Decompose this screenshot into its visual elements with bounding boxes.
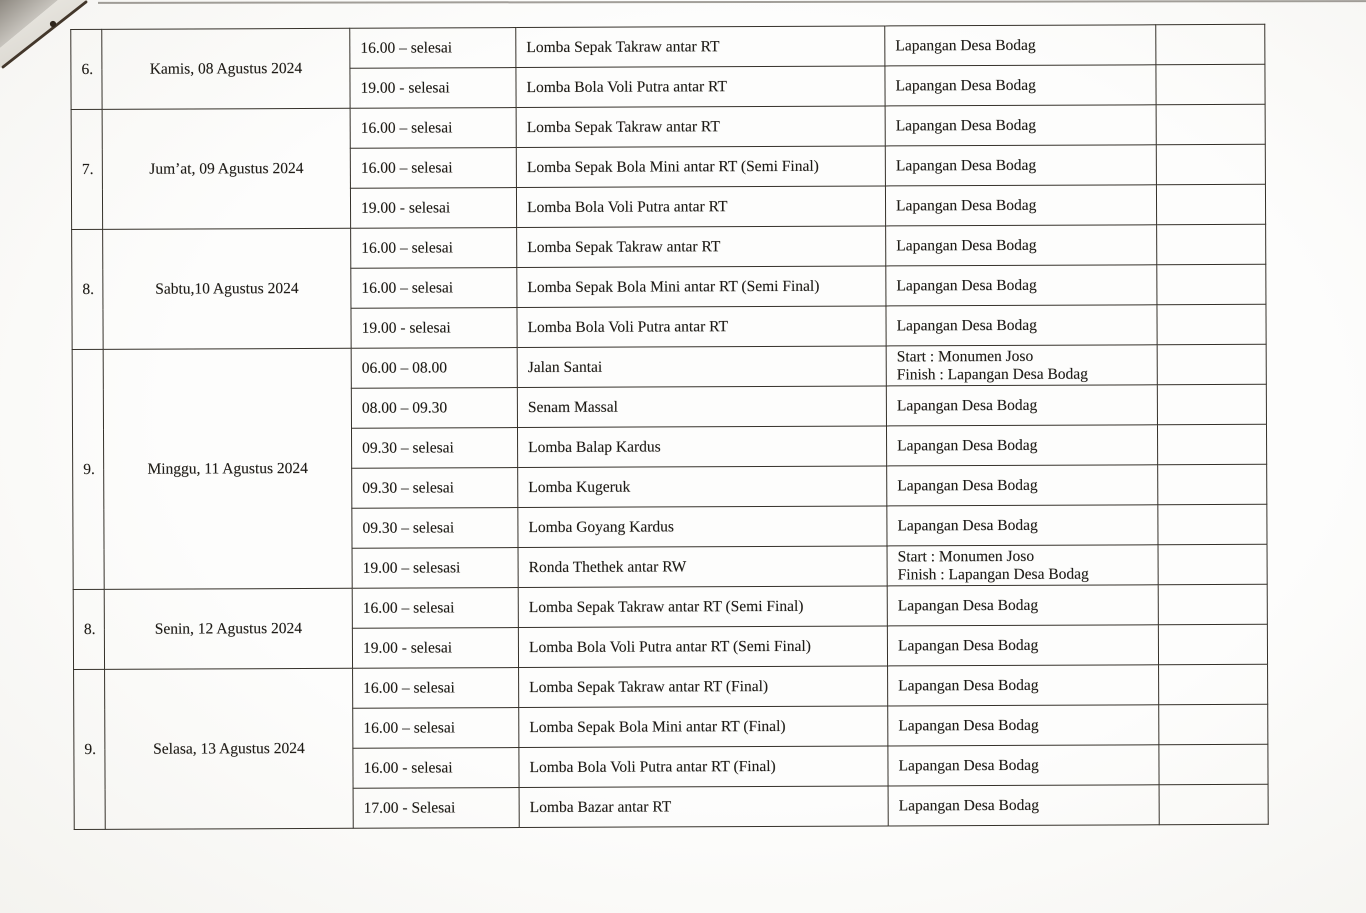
table-row: [72, 344, 1266, 389]
activity-cell: Lomba Sepak Takraw antar RT: [516, 26, 885, 68]
location-cell: [887, 465, 1158, 506]
activity-cell: Ronda Thethek antar RW: [518, 546, 887, 588]
activity-cell: Jalan Santai: [517, 346, 886, 388]
row-number-cell: 7.: [71, 109, 103, 229]
note-cell-empty: [1157, 384, 1266, 424]
location-line: Lapangan Desa Bodag: [895, 76, 1036, 95]
time-cell: 09.30 – selesai: [352, 508, 518, 549]
activity-cell: Lomba Bola Voli Putra antar RT (Semi Final): [518, 626, 887, 668]
location-line: Lapangan Desa Bodag: [897, 516, 1038, 535]
activity-cell: Lomba Sepak Bola Mini antar RT (Final): [519, 706, 888, 748]
location-line: Lapangan Desa Bodag: [896, 236, 1037, 255]
date-cell: Jum’at, 09 Agustus 2024: [102, 108, 351, 229]
location-cell: [886, 265, 1157, 306]
location-line: Lapangan Desa Bodag: [897, 476, 1038, 495]
row-number-cell: 8.: [73, 589, 104, 669]
activity-cell: Lomba Bola Voli Putra antar RT (Final): [519, 746, 888, 788]
time-cell: 16.00 – selesai: [350, 148, 516, 189]
activity-cell: Lomba Bazar antar RT: [519, 786, 888, 828]
note-cell-empty: [1158, 624, 1267, 664]
note-cell-empty: [1156, 24, 1265, 64]
note-cell-empty: [1157, 424, 1266, 464]
note-cell-empty: [1157, 224, 1266, 264]
time-cell: 17.00 - Selesai: [353, 788, 519, 829]
note-cell-empty: [1156, 104, 1265, 144]
note-cell-empty: [1157, 264, 1266, 304]
activity-cell: Lomba Bola Voli Putra antar RT: [517, 306, 886, 348]
time-cell: 19.00 - selesai: [350, 68, 516, 109]
location-cell: [888, 665, 1159, 706]
activity-cell: Lomba Goyang Kardus: [518, 506, 887, 548]
time-cell: 16.00 – selesai: [351, 228, 517, 269]
location-cell: [886, 305, 1157, 346]
location-line: Lapangan Desa Bodag: [897, 436, 1038, 455]
note-cell-empty: [1159, 744, 1268, 784]
scanned-page-table-area: [70, 24, 1268, 830]
location-line: Finish : Lapangan Desa Bodag: [896, 365, 1088, 383]
table-row: [72, 224, 1266, 269]
location-cell: [885, 185, 1156, 226]
location-line: Lapangan Desa Bodag: [898, 796, 1039, 815]
activity-cell: Lomba Sepak Takraw antar RT: [516, 106, 885, 148]
row-number-cell: 9.: [74, 669, 106, 829]
location-line: Finish : Lapangan Desa Bodag: [897, 565, 1089, 583]
note-cell-empty: [1159, 784, 1268, 824]
time-cell: 09.30 – selesai: [351, 428, 517, 469]
time-cell: 06.00 – 08.00: [351, 348, 517, 389]
time-cell: 19.00 – selesasi: [352, 548, 518, 589]
location-line: Lapangan Desa Bodag: [896, 316, 1037, 335]
date-cell: Minggu, 11 Agustus 2024: [103, 348, 352, 589]
date-cell: Senin, 12 Agustus 2024: [104, 588, 352, 669]
location-cell: [888, 745, 1159, 786]
activity-cell: Lomba Balap Kardus: [517, 426, 886, 468]
activity-cell: Lomba Kugeruk: [518, 466, 887, 508]
location-cell: [885, 145, 1156, 186]
note-cell-empty: [1157, 304, 1266, 344]
activity-cell: Lomba Sepak Bola Mini antar RT (Semi Final): [517, 266, 886, 308]
time-cell: 19.00 - selesai: [351, 308, 517, 349]
schedule-body: [71, 24, 1268, 829]
table-row: [74, 664, 1268, 709]
location-line: Lapangan Desa Bodag: [898, 716, 1039, 735]
location-line: Lapangan Desa Bodag: [897, 636, 1039, 655]
location-line: Lapangan Desa Bodag: [895, 156, 1037, 175]
location-line: Lapangan Desa Bodag: [895, 116, 1037, 135]
activity-cell: Lomba Bola Voli Putra antar RT: [516, 186, 885, 228]
time-cell: 08.00 – 09.30: [351, 388, 517, 429]
activity-cell: Lomba Sepak Takraw antar RT (Semi Final): [518, 586, 887, 628]
location-cell: [887, 505, 1158, 546]
activity-cell: Senam Massal: [517, 386, 886, 428]
location-cell: [887, 585, 1158, 626]
time-cell: 09.30 – selesai: [352, 468, 518, 509]
activity-cell: Lomba Sepak Bola Mini antar RT (Semi Final): [516, 146, 885, 188]
time-cell: 16.00 – selesai: [350, 28, 516, 69]
row-number-cell: 9.: [72, 349, 104, 589]
location-line: Start : Monumen Joso: [897, 547, 1035, 566]
time-cell: 16.00 – selesai: [353, 668, 519, 709]
location-cell: [887, 625, 1158, 666]
location-cell: [887, 545, 1158, 586]
activity-cell: Lomba Bola Voli Putra antar RT: [516, 66, 885, 108]
location-line: Lapangan Desa Bodag: [898, 756, 1039, 775]
time-cell: 19.00 - selesai: [352, 628, 518, 669]
table-row: [71, 104, 1265, 149]
note-cell-empty: [1158, 584, 1267, 624]
note-cell-empty: [1156, 64, 1265, 104]
location-line: Start : Monumen Joso: [896, 347, 1034, 366]
location-line: Lapangan Desa Bodag: [896, 396, 1038, 415]
activity-cell: Lomba Sepak Takraw antar RT (Final): [519, 666, 888, 708]
location-cell: [888, 705, 1159, 746]
table-row: [73, 584, 1267, 629]
note-cell-empty: [1158, 504, 1267, 544]
time-cell: 16.00 – selesai: [350, 108, 516, 149]
time-cell: 19.00 - selesai: [350, 188, 516, 229]
location-cell: [886, 345, 1157, 386]
location-line: Lapangan Desa Bodag: [895, 196, 1037, 215]
date-cell: Selasa, 13 Agustus 2024: [105, 668, 354, 829]
date-cell: Kamis, 08 Agustus 2024: [102, 28, 350, 109]
note-cell-empty: [1156, 184, 1265, 224]
note-cell-empty: [1157, 344, 1266, 384]
time-cell: 16.00 – selesai: [352, 588, 518, 629]
note-cell-empty: [1159, 704, 1268, 744]
location-cell: [886, 225, 1157, 266]
row-number-cell: 8.: [72, 229, 104, 349]
location-line: Lapangan Desa Bodag: [898, 676, 1039, 695]
location-line: Lapangan Desa Bodag: [897, 596, 1039, 615]
scan-cutoff-line: [98, 0, 1366, 4]
note-cell-empty: [1158, 544, 1267, 584]
location-cell: [886, 425, 1157, 466]
activity-cell: Lomba Sepak Takraw antar RT: [517, 226, 886, 268]
note-cell-empty: [1159, 664, 1268, 704]
note-cell-empty: [1156, 144, 1265, 184]
location-line: Lapangan Desa Bodag: [895, 36, 1036, 55]
location-cell: [885, 105, 1156, 146]
table-row: [71, 24, 1265, 69]
row-number-cell: 6.: [71, 29, 102, 109]
note-cell-empty: [1158, 464, 1267, 504]
location-cell: [885, 65, 1156, 106]
time-cell: 16.00 – selesai: [351, 268, 517, 309]
schedule-table: [70, 24, 1268, 830]
time-cell: 16.00 – selesai: [353, 708, 519, 749]
location-cell: [888, 785, 1159, 826]
time-cell: 16.00 - selesai: [353, 748, 519, 789]
date-cell: Sabtu,10 Agustus 2024: [103, 228, 352, 349]
location-cell: [885, 25, 1156, 66]
location-cell: [886, 385, 1157, 426]
location-line: Lapangan Desa Bodag: [896, 276, 1037, 295]
